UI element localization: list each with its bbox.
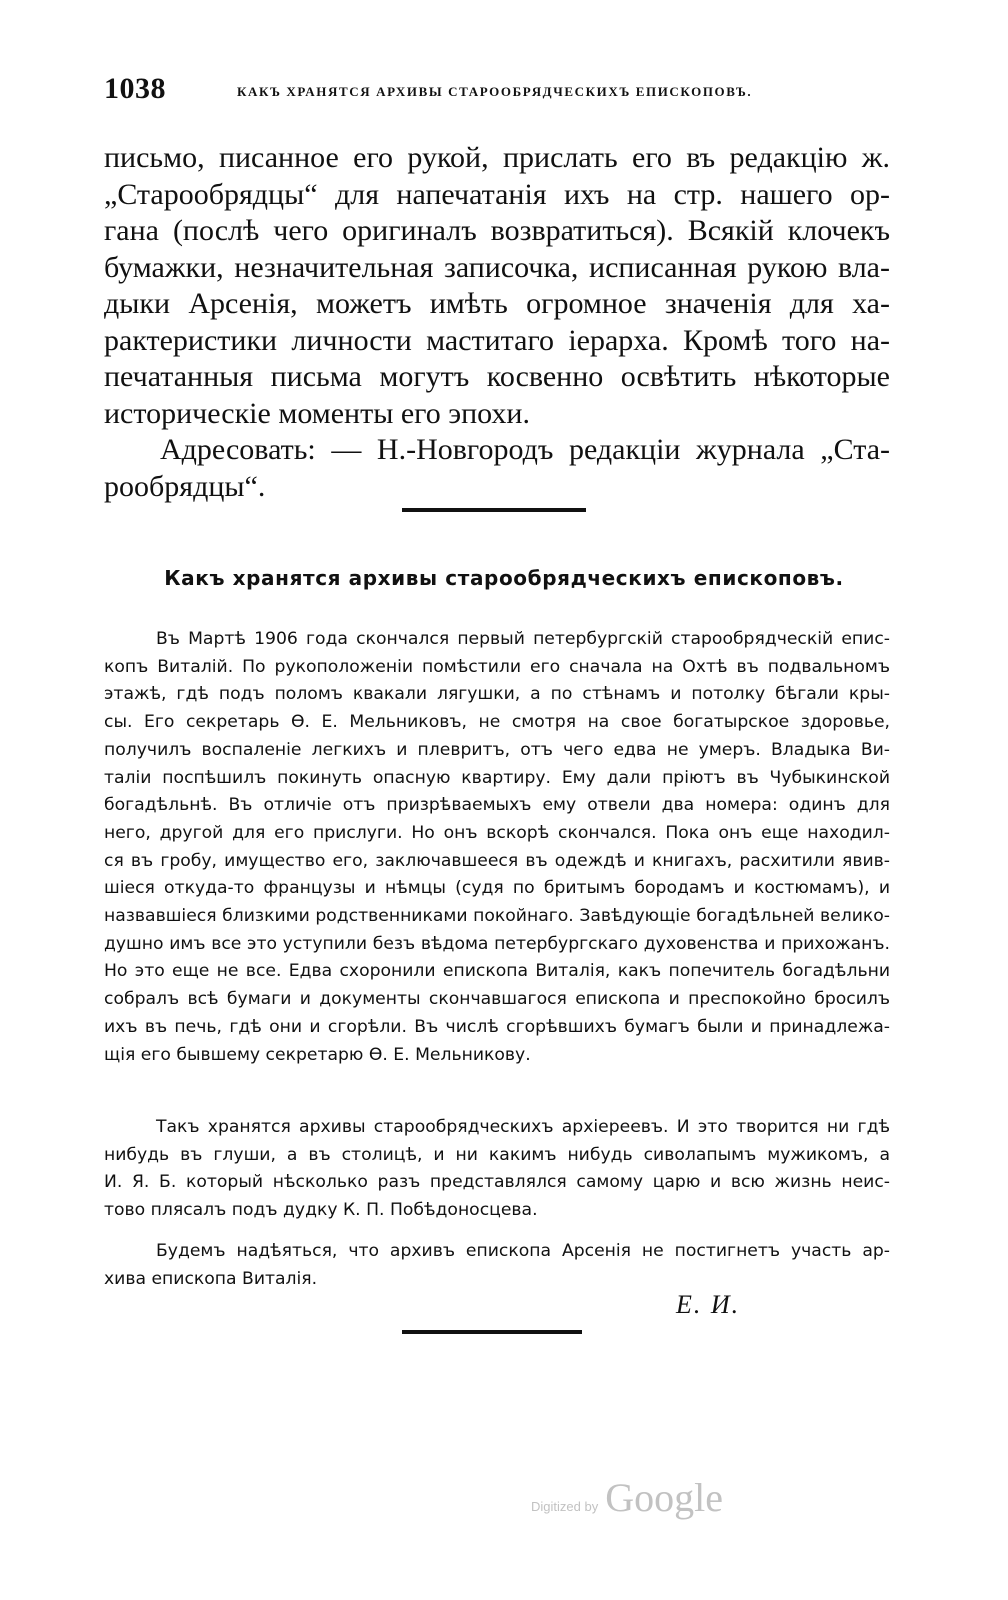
text-line: гана (послѣ чего оригиналъ возвратиться). Всякій клочекъ: [104, 214, 890, 247]
text-line: Но это еще не все. Едва схоронили епископа Виталія, какъ попечитель богадѣльни: [104, 961, 890, 982]
page-number: 1038: [104, 72, 166, 105]
text-line: копъ Виталій. По рукоположеніи помѣстили его сначала на Охтѣ въ подвальномъ: [104, 656, 890, 677]
end-divider: [402, 1330, 582, 1334]
text-line: таліи поспѣшилъ покинуть опасную квартиру. Ему дали пріютъ въ Чубыкинской: [104, 767, 890, 788]
text-line: получилъ воспаленіе легкихъ и плевритъ, отъ чего едва не умеръ. Владыка Ви-: [104, 739, 890, 760]
text-line: историческіе моменты его эпохи.: [104, 396, 530, 430]
text-line: дыки Арсенія, можетъ имѣть огромное значенія для ха-: [104, 287, 890, 320]
text-line: ихъ въ печь, гдѣ они и сгорѣли. Въ числѣ сгорѣвшихъ бумагъ были и принадлежа-: [104, 1016, 890, 1037]
text-line: него, другой для его прислуги. Но онъ вскорѣ скончался. Пока онъ еще находил-: [104, 822, 890, 843]
watermark-prefix: Digitized by: [531, 1499, 599, 1514]
text-line: тово плясалъ подъ дудку К. П. Побѣдоносцева.: [104, 1200, 538, 1221]
article-title: Какъ хранятся архивы старообрядческихъ епископовъ.: [164, 566, 844, 590]
article-paragraph-1: [104, 626, 890, 1069]
author-signature: Е. И.: [676, 1290, 741, 1319]
text-line: „Старообрядцы“ для напечатанія ихъ на стр. нашего ор-: [104, 177, 890, 211]
text-line: шіеся откуда-то французы и нѣмцы (судя по бритымъ бородамъ и костюмамъ), и: [104, 878, 890, 899]
text-line: ся въ гробу, имущество его, заключавшееся въ одеждѣ и книгахъ, расхитили явив-: [104, 850, 890, 871]
text-line: рактеристики личности маститаго іерарха. Кромѣ того на-: [104, 323, 890, 357]
watermark-brand: Google: [605, 1475, 724, 1520]
text-line: собралъ всѣ бумаги и документы скончавшагося епископа и преспокойно бросилъ: [104, 989, 890, 1010]
text-line: Будемъ надѣяться, что архивъ епископа Арсенія не постигнетъ участь ар-: [156, 1241, 890, 1261]
page-header: [104, 72, 894, 112]
text-line: письмо, писанное его рукой, прислать его въ редакцію ж.: [104, 141, 890, 174]
digitized-watermark: [531, 1474, 723, 1521]
text-line: хива епископа Виталія.: [104, 1268, 318, 1289]
text-line: печатанныя письма могутъ косвенно освѣтить нѣкоторые: [104, 360, 890, 393]
article-paragraph-3: [104, 1238, 890, 1293]
text-line: нибудь въ глуши, а въ столицѣ, и ни какимъ нибудь сиволапымъ мужикомъ, а: [104, 1144, 890, 1165]
text-line: сы. Его секретарь Ѳ. Е. Мельниковъ, не смотря на свое богатырское здоровье,: [104, 712, 890, 733]
text-line: Адресовать: — Н.-Новгородъ редакціи журнала „Ста-: [160, 433, 890, 466]
text-line: назвавшіеся близкими родственниками покойнаго. Завѣдующіе богадѣльней велико-: [104, 906, 890, 927]
section-divider: [402, 508, 586, 512]
text-line: рообрядцы“.: [104, 469, 266, 503]
text-line: Въ Мартѣ 1906 года скончался первый петербургскій старообрядческій епис-: [156, 629, 890, 649]
text-line: И. Я. Б. который нѣсколько разъ представлялся самому царю и всю жизнь неис-: [104, 1172, 890, 1193]
text-line: богадѣльнѣ. Въ отличіе отъ призрѣваемыхъ ему отвели два номера: одинъ для: [104, 795, 890, 816]
intro-paragraph: [104, 140, 890, 432]
text-line: щія его бывшему секретарю Ѳ. Е. Мельникову.: [104, 1044, 531, 1065]
text-line: бумажки, незначительная записочка, исписанная рукою вла-: [104, 250, 890, 284]
text-line: душно имъ все это уступили безъ вѣдома петербургскаго духовенства и прихожанъ.: [104, 933, 890, 954]
running-title: КАКЪ ХРАНЯТСЯ АРХИВЫ СТАРООБРЯДЧЕСКИХЪ ЕПИСКОПОВЪ.: [237, 84, 753, 99]
article-paragraph-2: [104, 1114, 890, 1225]
address-paragraph: [104, 432, 890, 505]
text-line: Такъ хранятся архивы старообрядческихъ архіереевъ. И это творится ни гдѣ: [156, 1117, 890, 1137]
text-line: этажѣ, гдѣ подъ поломъ квакали лягушки, а по стѣнамъ и потолку бѣгали кры-: [104, 684, 890, 705]
